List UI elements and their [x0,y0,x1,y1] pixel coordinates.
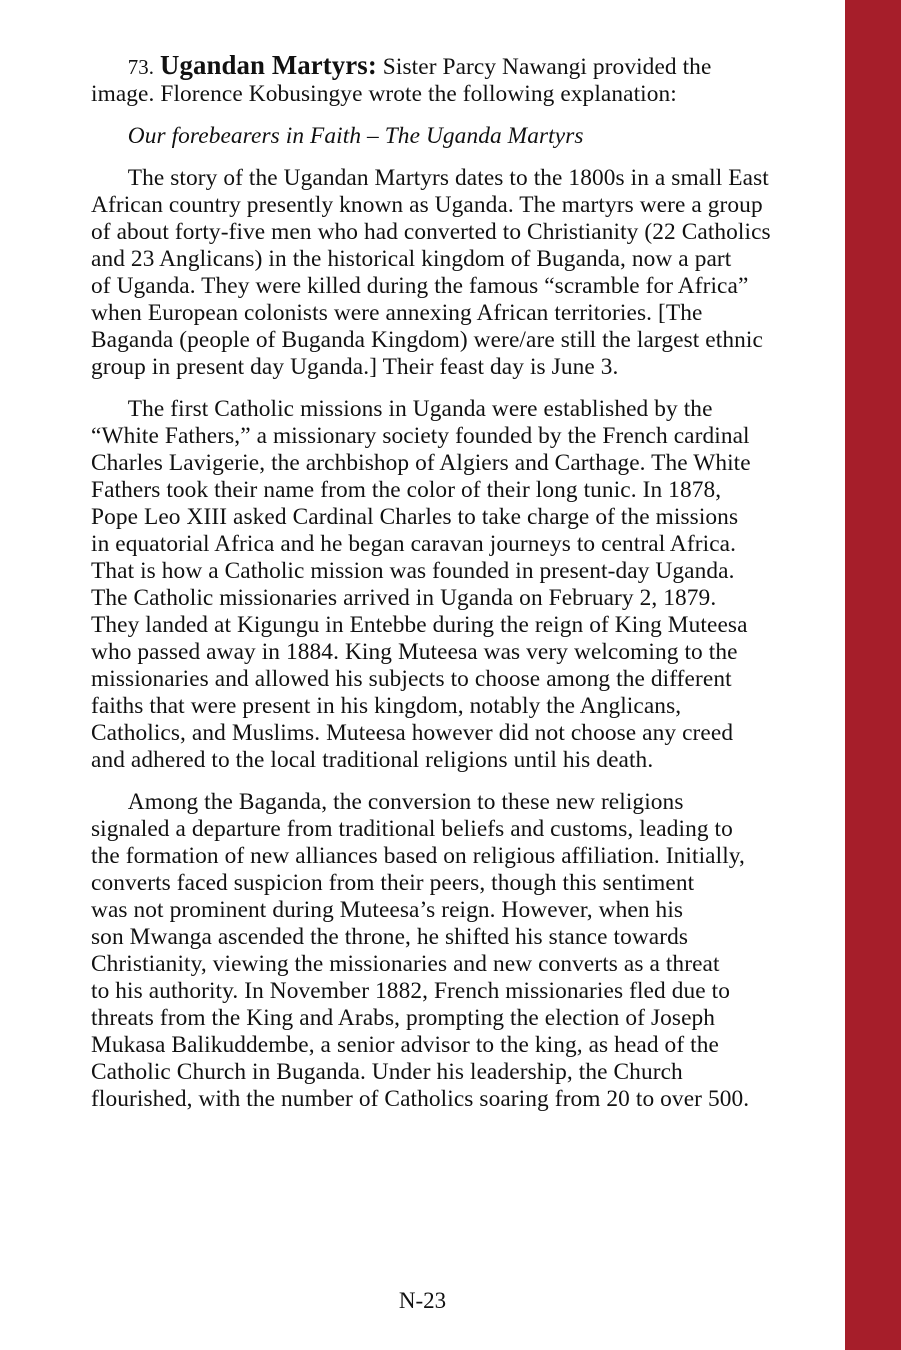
paragraph-line: to his authority. In November 1882, French missionaries fled due to [91,978,730,1004]
paragraph-line: That is how a Catholic mission was founded in present-day Uganda. [91,558,735,584]
page-number: N-23 [398,1288,447,1313]
entry-intro [91,52,831,108]
paragraph-line: They landed at Kigungu in Entebbe during the reign of King Muteesa [91,612,748,638]
paragraph-line: converts faced suspicion from their peers, though this sentiment [91,870,695,896]
paragraph-line: the formation of new alliances based on religious affiliation. Initially, [91,843,745,869]
entry-intro-line: image. Florence Kobusingye wrote the following explanation: [91,81,677,107]
paragraph-line: faiths that were present in his kingdom, notably the Anglicans, [91,693,682,719]
paragraph-line: in equatorial Africa and he began caravan journeys to central Africa. [91,531,737,557]
paragraph-line: who passed away in 1884. King Muteesa was very welcoming to the [91,639,738,665]
paragraph-line: and adhered to the local traditional religions until his death. [91,747,654,773]
sidebar-color-bar [845,0,901,1350]
paragraph-line: Fathers took their name from the color of their long tunic. In 1878, [91,477,722,503]
paragraph-line: African country presently known as Uganda. The martyrs were a group [91,192,763,218]
paragraph-line: Mukasa Balikuddembe, a senior advisor to the king, as head of the [91,1032,719,1058]
paragraph [91,396,831,774]
entry-heading-line [91,52,826,81]
paragraph-line: Catholics, and Muslims. Muteesa however did not choose any creed [91,720,734,746]
entry-intro-text: Sister Parcy Nawangi provided the [376,54,712,80]
paragraph-line: of about forty-five men who had converted to Christianity (22 Catholics [91,219,771,245]
paragraph [91,165,831,381]
paragraph-line: missionaries and allowed his subjects to choose among the different [91,666,732,692]
paragraph-line: flourished, with the number of Catholics soaring from 20 to over 500. [91,1086,750,1112]
paragraph-line: when European colonists were annexing African territories. [The [91,300,703,326]
paragraph-line: was not prominent during Muteesa’s reign. However, when his [91,897,684,923]
paragraph-line: threats from the King and Arabs, prompting the election of Joseph [91,1005,716,1031]
paragraph-line: of Uganda. They were killed during the famous “scramble for Africa” [91,273,749,299]
paragraph-line: signaled a departure from traditional beliefs and customs, leading to [91,816,733,842]
paragraph-line: “White Fathers,” a missionary society founded by the French cardinal [91,423,750,449]
paragraph-line: The story of the Ugandan Martyrs dates to the 1800s in a small East [127,165,769,191]
paragraph-line: and 23 Anglicans) in the historical kingdom of Buganda, now a part [91,246,732,272]
body-paragraphs [91,165,831,1113]
paragraph [91,789,831,1113]
subtitle: Our forebearers in Faith – The Uganda Martyrs [127,123,584,149]
subtitle-block [91,123,831,150]
paragraph-line: Charles Lavigerie, the archbishop of Algiers and Carthage. The White [91,450,751,476]
entry-number: 73. [127,55,155,79]
paragraph-line: The first Catholic missions in Uganda were established by the [127,396,713,422]
paragraph-line: Catholic Church in Buganda. Under his leadership, the Church [91,1059,683,1085]
entry-title: Ugandan Martyrs: [160,50,377,80]
page-body [91,52,831,1128]
paragraph-line: Pope Leo XIII asked Cardinal Charles to take charge of the missions [91,504,739,530]
paragraph-line: Christianity, viewing the missionaries and new converts as a threat [91,951,720,977]
paragraph-line: Baganda (people of Buganda Kingdom) were/are still the largest ethnic [91,327,763,353]
paragraph-line: group in present day Uganda.] Their feast day is June 3. [91,354,619,380]
paragraph-line: Among the Baganda, the conversion to these new religions [127,789,684,815]
paragraph-line: The Catholic missionaries arrived in Uganda on February 2, 1879. [91,585,717,611]
paragraph-line: son Mwanga ascended the throne, he shifted his stance towards [91,924,689,950]
